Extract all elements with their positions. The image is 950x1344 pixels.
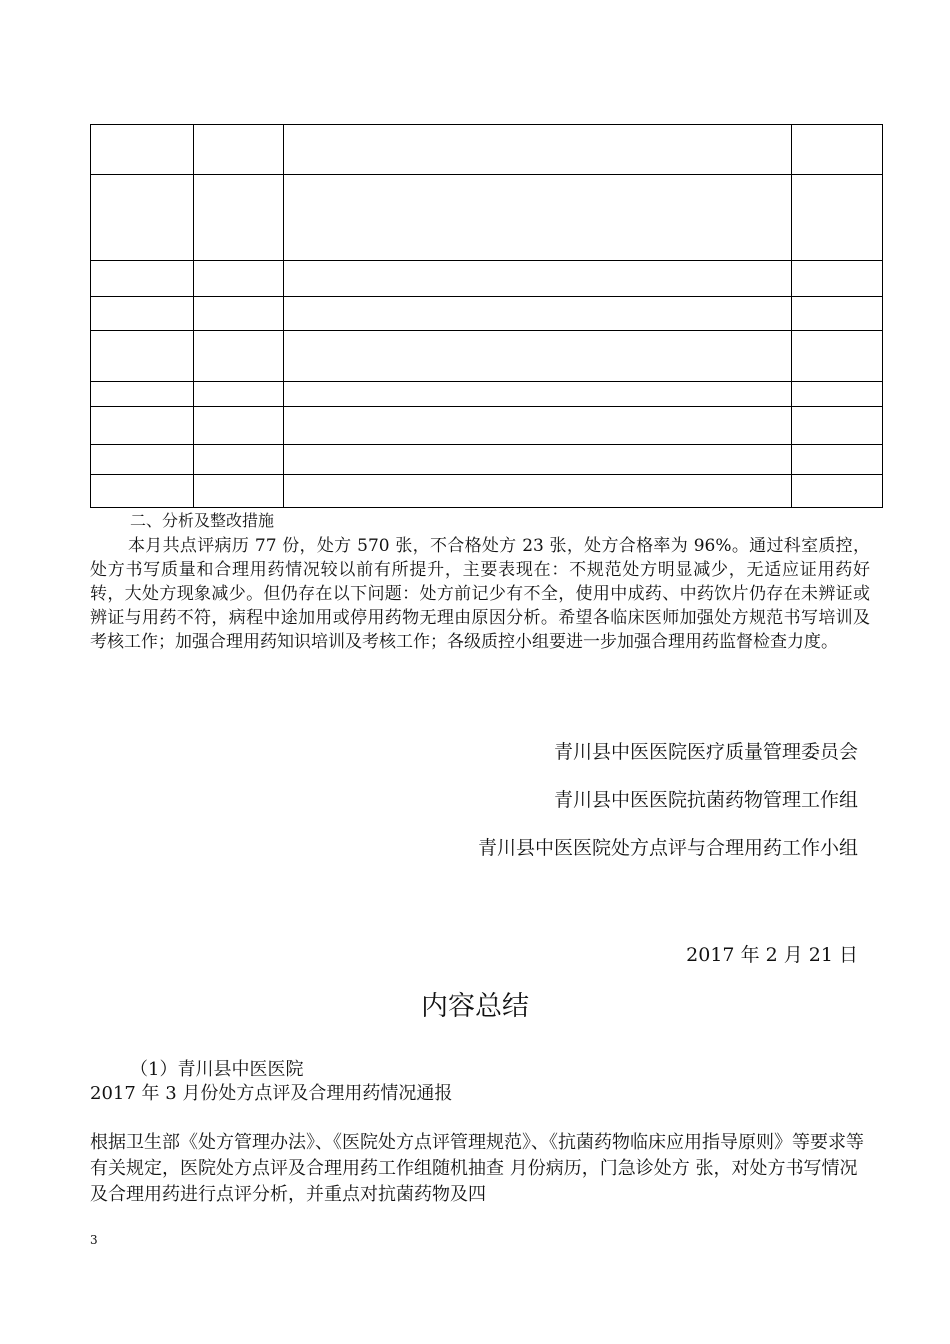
table-cell [193, 382, 284, 407]
signature-prescription-group: 青川县中医医院处方点评与合理用药工作小组 [477, 837, 858, 859]
table-row [91, 175, 883, 261]
table-row [91, 445, 883, 475]
table-cell [91, 125, 194, 175]
summary-title: 内容总结 [421, 991, 529, 1022]
table-cell [91, 475, 194, 508]
empty-table [90, 124, 883, 508]
table-cell [284, 475, 792, 508]
table-cell [284, 407, 792, 445]
table-cell [91, 331, 194, 382]
table-cell [193, 175, 284, 261]
signature-committee: 青川县中医医院医疗质量管理委员会 [553, 741, 858, 763]
table-row [91, 331, 883, 382]
signature-block [478, 740, 858, 884]
summary-subtitle: （1）青川县中医医院 [130, 1059, 304, 1080]
table-cell [91, 297, 194, 331]
table-cell [193, 297, 284, 331]
table-cell [792, 382, 883, 407]
summary-report-title: 2017 年 3 月份处方点评及合理用药情况通报 [90, 1083, 453, 1104]
table-cell [792, 407, 883, 445]
table-cell [193, 407, 284, 445]
document-date: 2017 年 2 月 21 日 [686, 944, 858, 966]
table-cell [91, 175, 194, 261]
table-cell [284, 175, 792, 261]
table-cell [792, 261, 883, 297]
table-cell [91, 445, 194, 475]
table-cell [284, 297, 792, 331]
table-row [91, 125, 883, 175]
table-cell [284, 261, 792, 297]
table-row [91, 261, 883, 297]
table-cell [193, 331, 284, 382]
table-cell [792, 125, 883, 175]
table-cell [792, 297, 883, 331]
table-cell [193, 445, 284, 475]
table-cell [193, 475, 284, 508]
table-row [91, 297, 883, 331]
table-row [91, 407, 883, 445]
table-cell [91, 382, 194, 407]
table-cell [284, 382, 792, 407]
analysis-heading: 二、分析及整改措施 [130, 511, 275, 530]
summary-body: 根据卫生部《处方管理办法》、《医院处方点评管理规范》、《抗菌药物临床应用指导原则》等要求等有关规定，医院处方点评及合理用药工作组随机抽查 月份病历，门急诊处方 张，对处方书写情况及合理用药进行点评分析，并重点对抗菌药物及四 [90, 1132, 864, 1205]
table-cell [792, 445, 883, 475]
table-row [91, 475, 883, 508]
table-cell [792, 175, 883, 261]
table-cell [91, 261, 194, 297]
table-cell [792, 331, 883, 382]
table-cell [284, 445, 792, 475]
signature-antibiotic-group: 青川县中医医院抗菌药物管理工作组 [553, 789, 858, 811]
table-row [91, 382, 883, 407]
table-cell [91, 407, 194, 445]
table-cell [284, 125, 792, 175]
table-cell [284, 331, 792, 382]
table-cell [193, 125, 284, 175]
table-cell [193, 261, 284, 297]
page-number: 3 [90, 1233, 98, 1247]
table-cell [792, 475, 883, 508]
analysis-paragraph: 本月共点评病历 77 份，处方 570 张，不合格处方 23 张，处方合格率为 96%。通过科室质控，处方书写质量和合理用药情况较以前有所提升，主要表现在：不规范处方明显减少，无适应证用药好转，大处方现象减少。但仍存在以下问题：处方前记少有不全，使用中成药、中药饮片仍存在未辨证或辨证与用药不符，病程中途加用或停用药物无理由原因分析。希望各临床医师加强处方规范书写培训及考核工作；加强合理用药知识培训及考核工作；各级质控小组要进一步加强合理用药监督检查力度。 [90, 536, 870, 652]
